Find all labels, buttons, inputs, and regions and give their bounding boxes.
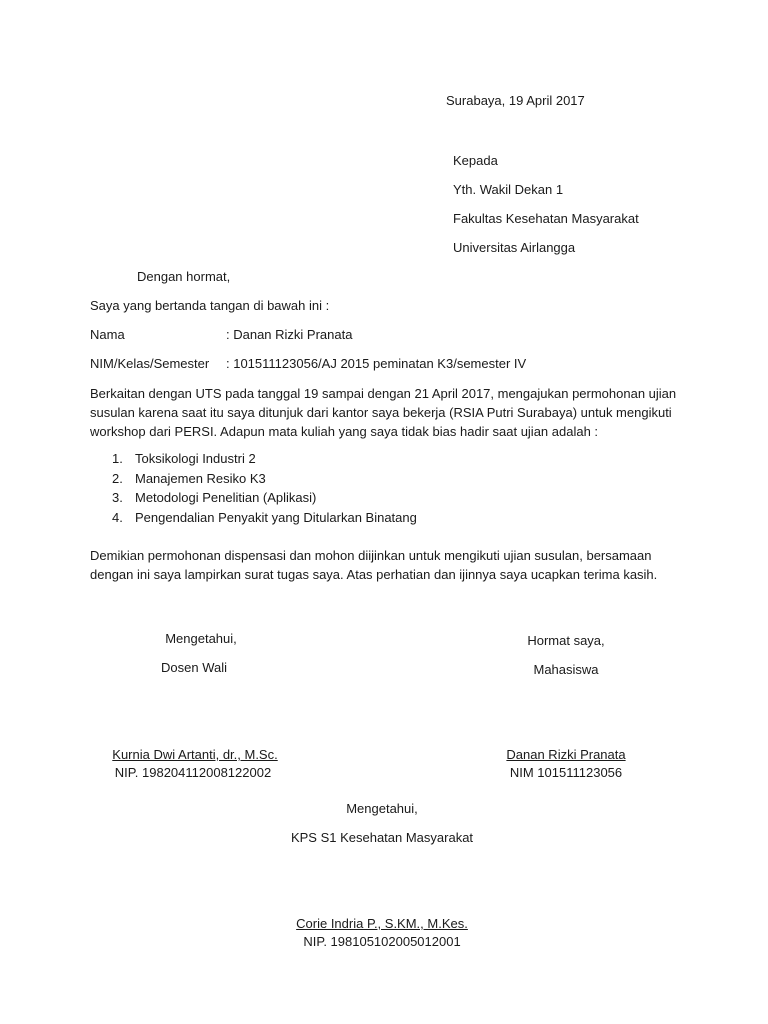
- name-value: : Danan Rizki Pranata: [226, 327, 353, 342]
- left-signatory-name: Kurnia Dwi Artanti, dr., M.Sc.: [112, 747, 278, 762]
- list-number: 3.: [112, 490, 123, 505]
- course-name: Toksikologi Industri 2: [135, 451, 256, 466]
- closing-paragraph: Demikian permohonan dispensasi dan mohon diijinkan untuk mengikuti ujian susulan, bersamaan dengan ini saya lampirkan surat tugas saya. Atas perhatian dan ijinnya saya ucapkan terima kasih.: [90, 548, 658, 582]
- recipient-line-3: Fakultas Kesehatan Masyarakat: [453, 211, 639, 226]
- course-name: Pengendalian Penyakit yang Ditularkan Binatang: [135, 509, 417, 525]
- list-number: 2.: [112, 470, 123, 486]
- bottom-signatory-id: NIP. 198105102005012001: [303, 934, 461, 949]
- left-sign-label-1: Mengetahui,: [165, 631, 237, 646]
- list-number: 4.: [112, 509, 123, 525]
- course-list: [90, 451, 417, 529]
- left-sign-label-2: Dosen Wali: [161, 660, 227, 675]
- recipient-line-4: Universitas Airlangga: [453, 240, 576, 255]
- greeting: Dengan hormat,: [137, 269, 231, 284]
- recipient-line-1: Kepada: [453, 153, 498, 168]
- name-label: Nama: [90, 327, 125, 342]
- list-number: 1.: [112, 451, 123, 466]
- recipient-line-2: Yth. Wakil Dekan 1: [453, 182, 564, 197]
- place-date: Surabaya, 19 April 2017: [446, 93, 585, 108]
- nim-label: NIM/Kelas/Semester: [90, 356, 210, 371]
- body-paragraph: Berkaitan dengan UTS pada tanggal 19 sampai dengan 21 April 2017, mengajukan permohonan ujian susulan karena saat itu saya ditunjuk dari kantor saya bekerja (RSIA Putri Surabaya) untuk mengikuti workshop dari PERSI. Adapun mata kuliah yang saya tidak bias hadir saat ujian adalah :: [90, 386, 677, 439]
- right-sign-label-2: Mahasiswa: [533, 662, 599, 677]
- list-item: [90, 451, 417, 471]
- right-signatory-name: Danan Rizki Pranata: [506, 747, 626, 762]
- intro-text: Saya yang bertanda tangan di bawah ini :: [90, 298, 330, 313]
- bottom-sign-label-1: Mengetahui,: [346, 801, 418, 816]
- bottom-signatory-name: Corie Indria P., S.KM., M.Kes.: [296, 916, 468, 931]
- list-item: [90, 471, 417, 491]
- left-signatory-id: NIP. 198204112008122002: [114, 765, 272, 780]
- list-item: [90, 510, 417, 530]
- bottom-sign-label-2: KPS S1 Kesehatan Masyarakat: [290, 830, 474, 845]
- nim-value: : 101511123056/AJ 2015 peminatan K3/semester IV: [226, 356, 527, 371]
- list-item: [90, 490, 417, 510]
- course-name: Metodologi Penelitian (Aplikasi): [135, 490, 317, 505]
- right-signatory-id: NIM 101511123056: [509, 765, 623, 780]
- course-name: Manajemen Resiko K3: [135, 470, 266, 486]
- right-sign-label-1: Hormat saya,: [527, 633, 605, 648]
